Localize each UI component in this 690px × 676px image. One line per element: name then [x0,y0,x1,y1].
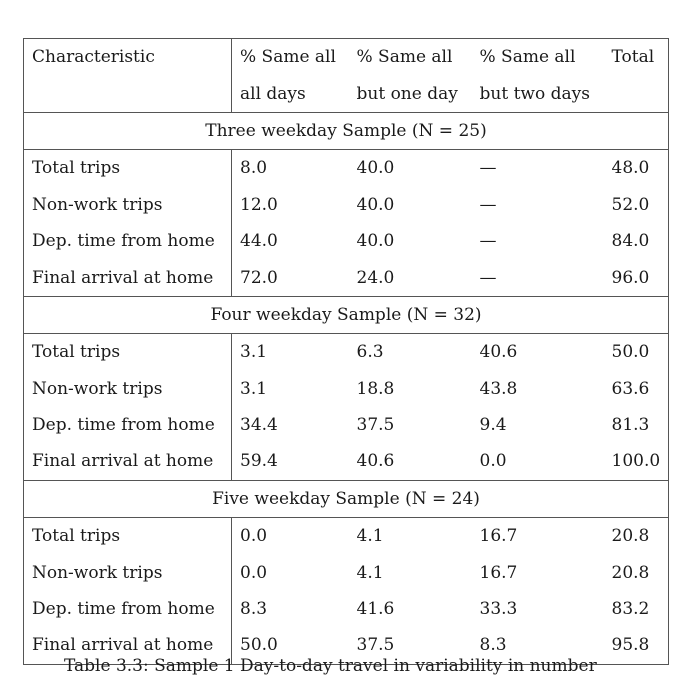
cell-same-all-days: 34.4 [240,415,278,436]
cell-total: 83.2 [604,591,669,627]
cell-total: 100.0 [604,443,669,480]
cell-same-all-days: 3.1 [240,378,268,399]
table-caption: Table 3.3: Sample 1 Day-to-day travel in variability in number [64,656,597,676]
cell-same-but-one: % Same all [349,39,472,76]
table-row [24,334,669,371]
cell-same-but-one: 37.5 [356,415,395,436]
cell-characteristic: Total trips [24,150,232,187]
section-title-row [24,480,669,517]
cell-same-but-two: 0.0 [479,451,507,472]
cell-same-but-two: % Same all [472,39,604,76]
section-title: Five weekday Sample (N = 24) [24,480,669,517]
cell-same-but-one: 37.5 [349,627,472,664]
cell-same-but-two: 16.7 [479,526,518,547]
cell-total: 20.8 [604,518,669,555]
cell-same-but-one: 40.0 [356,231,395,252]
cell-characteristic: Dep. time from home [24,223,232,259]
data-table [23,38,669,665]
cell-total: Total [604,39,669,76]
table-row [24,371,669,407]
table-row [24,518,669,555]
cell-characteristic: Dep. time from home [24,407,232,443]
table-row [24,259,669,296]
cell-characteristic: Final arrival at home [24,259,232,296]
cell-total: 63.6 [604,371,669,407]
cell-same-but-one: 4.1 [356,526,384,547]
header-row [24,75,669,112]
cell-same-but-one: 24.0 [356,267,395,288]
table-row [24,554,669,590]
cell-same-all-days: 72.0 [240,267,278,288]
cell-same-all-days: 8.0 [240,158,268,179]
cell-same-but-two: — [479,194,497,215]
table-row [24,407,669,443]
cell-same-but-two: — [479,267,497,288]
cell-same-but-two: but two days [479,83,590,104]
cell-total: 81.3 [604,407,669,443]
cell-characteristic: Non-work trips [24,554,232,590]
cell-characteristic: Non-work trips [24,187,232,223]
table-row [24,223,669,259]
cell-characteristic: Total trips [24,334,232,371]
cell-same-but-two: — [479,231,497,252]
cell-same-all-days: % Same all [232,39,349,76]
cell-same-but-two: 33.3 [479,599,518,620]
cell-same-all-days: 12.0 [240,194,278,215]
cell-same-but-one: 6.3 [356,342,384,363]
cell-same-all-days: 50.0 [232,627,349,664]
cell-total [604,75,669,112]
cell-total: 48.0 [604,150,669,187]
cell-same-all-days: 3.1 [240,342,268,363]
cell-characteristic: Final arrival at home [24,627,232,664]
cell-same-but-one: 40.6 [356,451,395,472]
section-title-row [24,112,669,149]
cell-same-but-one: 18.8 [356,378,395,399]
cell-same-but-two: 16.7 [479,562,518,583]
section-title: Four weekday Sample (N = 32) [24,296,669,333]
cell-same-all-days: 0.0 [240,562,268,583]
cell-same-but-two: 40.6 [479,342,518,363]
cell-total: 52.0 [604,187,669,223]
cell-same-all-days: 44.0 [240,231,278,252]
cell-total: 96.0 [604,259,669,296]
cell-same-all-days: all days [240,83,306,104]
cell-total: 84.0 [604,223,669,259]
cell-same-all-days: 59.4 [240,451,278,472]
section-title-row [24,296,669,333]
cell-characteristic: Characteristic [24,39,232,76]
cell-same-but-one: 41.6 [356,599,395,620]
section-title: Three weekday Sample (N = 25) [24,112,669,149]
cell-same-but-two: 9.4 [479,415,507,436]
cell-total: 50.0 [604,334,669,371]
table-row [24,187,669,223]
table-row [24,443,669,480]
table-row [24,591,669,627]
cell-same-but-two: 43.8 [479,378,518,399]
cell-same-all-days: 0.0 [240,526,268,547]
cell-characteristic: Non-work trips [24,371,232,407]
cell-same-but-two: 8.3 [472,627,604,664]
cell-same-but-two: — [479,158,497,179]
cell-same-but-one: 40.0 [356,194,395,215]
cell-same-but-one: 40.0 [356,158,395,179]
table-row [24,150,669,187]
cell-characteristic: Dep. time from home [24,591,232,627]
header-row [24,39,669,76]
cell-total: 20.8 [604,554,669,590]
cell-characteristic: Total trips [24,518,232,555]
cell-same-all-days: 8.3 [240,599,268,620]
cell-characteristic [24,75,232,112]
cell-total: 95.8 [604,627,669,664]
cell-characteristic: Final arrival at home [24,443,232,480]
cell-same-but-one: but one day [356,83,458,104]
cell-same-but-one: 4.1 [356,562,384,583]
